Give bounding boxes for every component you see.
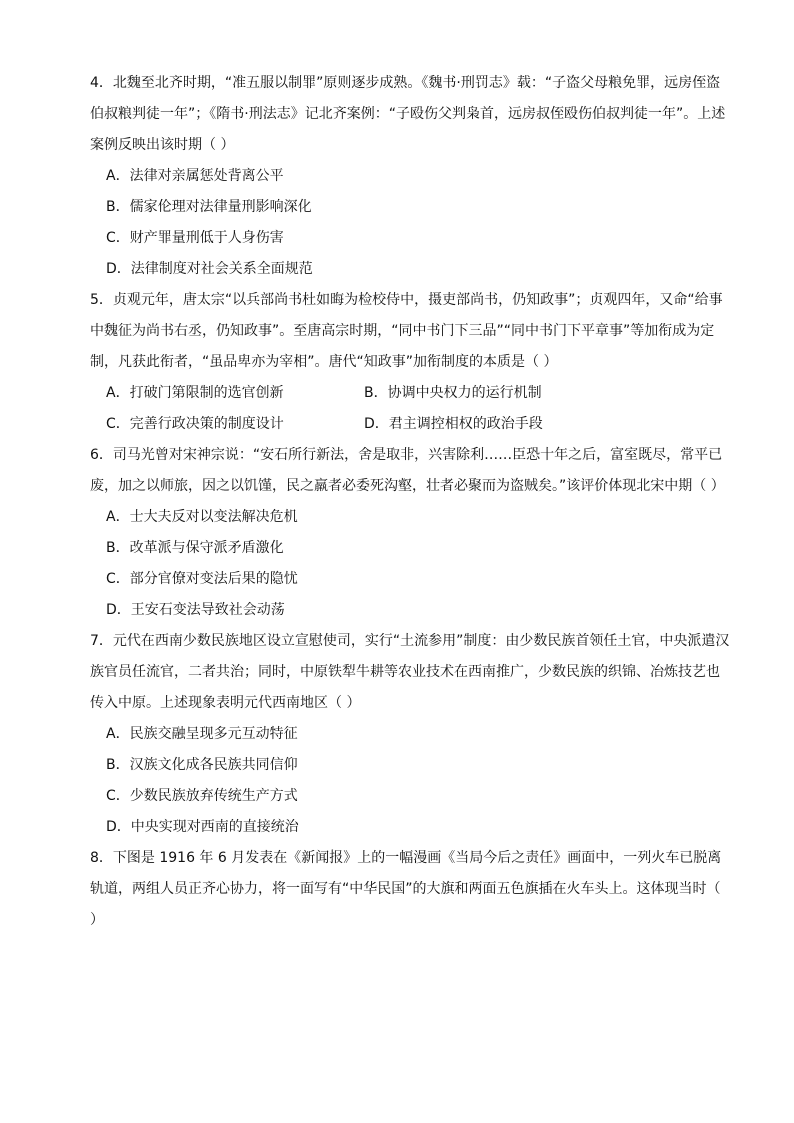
question-stem: 4．北魏至北齐时期，“准五服以制罪”原则逐步成熟。《魏书·刑罚志》载：“子盗父母粮免罪，远房侄盗伯叔粮判徒一年”；《隋书·刑法志》记北齐案例：“子殴伤父判枭首，远房叔侄殴伤伯叔判徒一年”。上述案例反映出该时期（ ） [90, 75, 726, 153]
option-a[interactable]: A．打破门第限制的选官创新 [106, 385, 284, 401]
options-row [90, 378, 730, 409]
question-7 [90, 626, 730, 843]
question-4 [90, 68, 730, 285]
option-c[interactable]: C．部分官僚对变法后果的隐忧 [106, 571, 298, 587]
option-c[interactable]: C．财产罪量刑低于人身伤害 [106, 230, 284, 246]
options-list [90, 719, 730, 843]
option-b[interactable]: B．协调中央权力的运行机制 [364, 385, 542, 401]
option-d[interactable]: D．王安石变法导致社会动荡 [106, 602, 285, 618]
question-stem: 8．下图是 1916 年 6 月发表在《新闻报》上的一幅漫画《当局今后之责任》画面中，一列火车已脱离轨道，两组人员正齐心协力，将一面写有“中华民国”的大旗和两面五色旗插在火车头上。这体现当时（ ） [90, 850, 722, 928]
options-list [90, 161, 730, 285]
option-b[interactable]: B．汉族文化成各民族共同信仰 [106, 757, 298, 773]
question-8 [90, 843, 730, 936]
options-list [90, 502, 730, 626]
exam-page [90, 68, 730, 936]
option-c[interactable]: C．完善行政决策的制度设计 [106, 416, 284, 432]
question-6 [90, 440, 730, 626]
option-d[interactable]: D．君主调控相权的政治手段 [364, 416, 543, 432]
question-stem: 6．司马光曾对宋神宗说：“安石所行新法，舍是取非，兴害除利……臣恐十年之后，富室既尽，常平已废，加之以师旅，因之以饥馑，民之羸者必委死沟壑，壮者必聚而为盗贼矣。”该评价体现北宋中期（ ） [90, 447, 725, 494]
option-a[interactable]: A．士大夫反对以变法解决危机 [106, 509, 298, 525]
question-5 [90, 285, 730, 440]
option-b[interactable]: B．改革派与保守派矛盾激化 [106, 540, 284, 556]
options-row [90, 409, 730, 440]
question-stem: 7．元代在西南少数民族地区设立宣慰使司，实行“土流参用”制度：由少数民族首领任土官，中央派遣汉族官员任流官，二者共治；同时，中原铁犁牛耕等农业技术在西南推广，少数民族的织锦、冶炼技艺也传入中原。上述现象表明元代西南地区（ ） [90, 633, 730, 711]
option-d[interactable]: D．中央实现对西南的直接统治 [106, 819, 299, 835]
option-a[interactable]: A．民族交融呈现多元互动特征 [106, 726, 298, 742]
option-d[interactable]: D．法律制度对社会关系全面规范 [106, 261, 313, 277]
option-b[interactable]: B．儒家伦理对法律量刑影响深化 [106, 199, 312, 215]
option-c[interactable]: C．少数民族放弃传统生产方式 [106, 788, 298, 804]
option-a[interactable]: A．法律对亲属惩处背离公平 [106, 168, 284, 184]
question-stem: 5．贞观元年，唐太宗“以兵部尚书杜如晦为检校侍中，摄吏部尚书，仍知政事”；贞观四年，又命“给事中魏征为尚书右丞，仍知政事”。至唐高宗时期，“同中书门下三品”“同中书门下平章事”等加衔成为定制，凡获此衔者，“虽品卑亦为宰相”。唐代“知政事”加衔制度的本质是（ ） [90, 292, 723, 370]
